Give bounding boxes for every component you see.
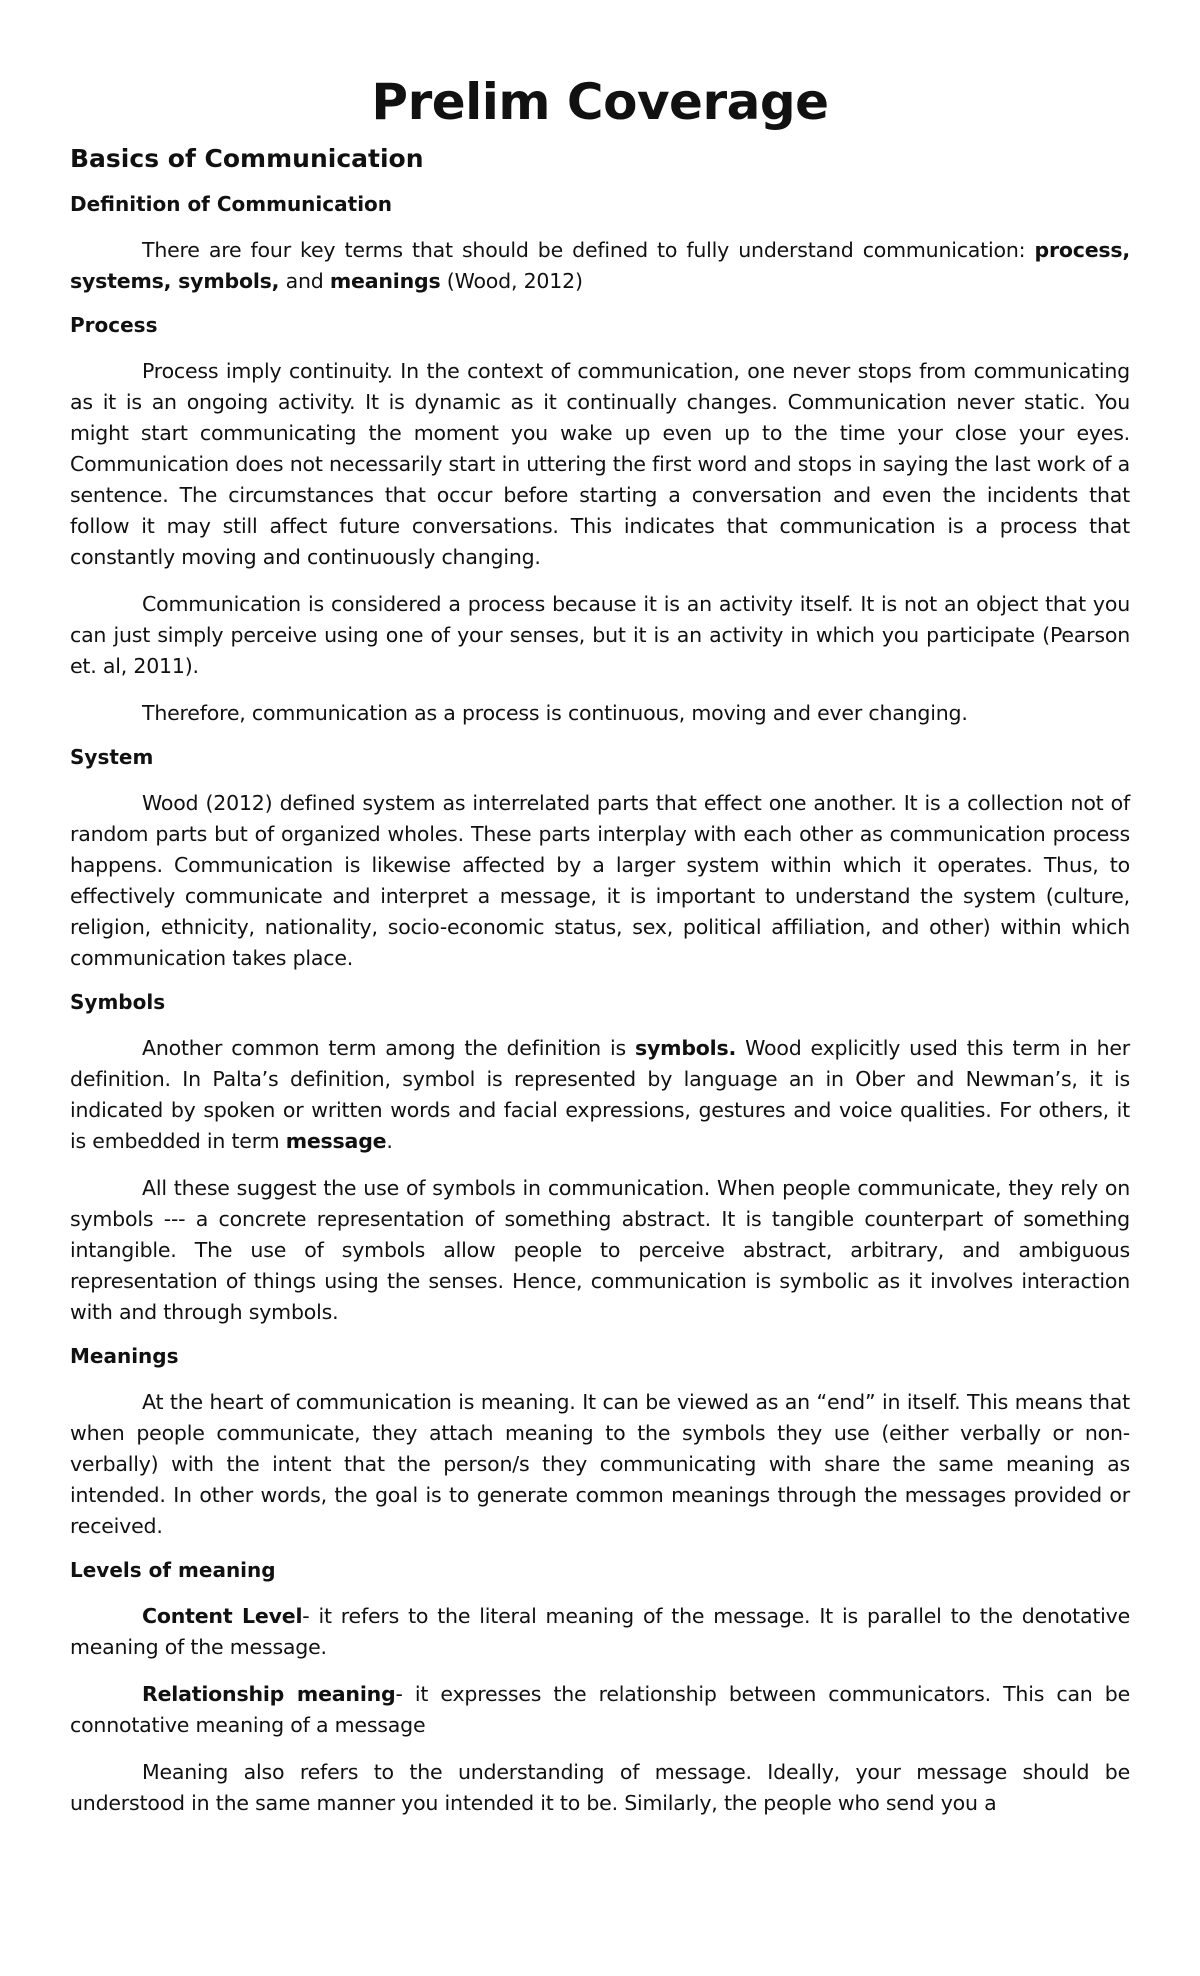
text: - it expresses the relationship between communicators. This can be connotative meaning of a message	[70, 1681, 1130, 1737]
paragraph-process-1: Process imply continuity. In the context of communication, one never stops from communicating as it is an ongoing activity. It is dynamic as it continually changes. Communication never static. You might start communicating the moment you wake up even up to the time your close your eyes. Communication does not necessarily start in uttering the first word and stops in saying the last work of a sentence. The circumstances that occur before starting a conversation and even the incidents that follow it may still affect future conversations. This indicates that communication is a process that constantly moving and continuously changing.	[70, 358, 1130, 569]
paragraph-process-2: Communication is considered a process because it is an activity itself. It is not an object that you can just simply perceive using one of your senses, but it is an activity in which you participate (Pearson et. al, 2011).	[70, 591, 1130, 678]
paragraph-system-1: Wood (2012) defined system as interrelated parts that effect one another. It is a collection not of random parts but of organized wholes. These parts interplay with each other as communication process happens. Communication is likewise affected by a larger system within which it operates. Thus, to effectively communicate and interpret a message, it is important to understand the system (culture, religion, ethnicity, nationality, socio-economic status, sex, political affiliation, and other) within which communication takes place.	[70, 790, 1130, 970]
text: (Wood, 2012)	[440, 268, 583, 293]
bold-terms: process, systems, symbols,	[70, 237, 1130, 293]
text: .	[386, 1128, 393, 1153]
paragraph-process-3: Therefore, communication as a process is continuous, moving and ever changing.	[142, 700, 968, 725]
document-title: Prelim Coverage	[371, 73, 829, 131]
heading-definition: Definition of Communication	[70, 191, 393, 216]
bold-relationship-meaning: Relationship meaning	[142, 1681, 396, 1706]
heading-symbols: Symbols	[70, 989, 166, 1014]
heading-levels-of-meaning: Levels of meaning	[70, 1557, 276, 1582]
heading-process: Process	[70, 312, 158, 337]
heading-meanings: Meanings	[70, 1343, 179, 1368]
paragraph-meaning-understanding: Meaning also refers to the understanding of message. Ideally, your message should be understood in the same manner you intended it to be. Similarly, the people who send you a	[70, 1759, 1130, 1815]
bold-message: message	[285, 1128, 387, 1153]
section-heading-basics: Basics of Communication	[70, 143, 424, 173]
paragraph-meanings-1: At the heart of communication is meaning. It can be viewed as an “end” in itself. This means that when people communicate, they attach meaning to the symbols they use (either verbally or non-verbally) with the intent that the person/s they communicating with share the same meaning as intended. In other words, the goal is to generate common meanings through the messages provided or received.	[70, 1389, 1130, 1538]
paragraph-symbols-2: All these suggest the use of symbols in communication. When people communicate, they rely on symbols --- a concrete representation of something abstract. It is tangible counterpart of something intangible. The use of symbols allow people to perceive abstract, arbitrary, and ambiguous representation of things using the senses. Hence, communication is symbolic as it involves interaction with and through symbols.	[70, 1175, 1130, 1324]
paragraph-definition	[70, 235, 1130, 297]
text: Wood explicitly used this term in her definition. In Palta’s definition, symbol is represented by language an in Ober and Newman’s, it is indicated by spoken or written words and facial expressions, gestures and voice qualities. For others, it is embedded in term	[70, 1035, 1130, 1153]
bold-symbols: symbols.	[635, 1035, 737, 1060]
paragraph-content-level	[70, 1601, 1130, 1663]
heading-system: System	[70, 744, 154, 769]
text: and	[279, 268, 330, 293]
text: - it refers to the literal meaning of the message. It is parallel to the denotative meaning of the message.	[70, 1603, 1130, 1659]
bold-content-level: Content Level	[142, 1603, 303, 1628]
bold-meanings: meanings	[329, 268, 441, 293]
paragraph-symbols-1	[70, 1033, 1130, 1157]
text: There are four key terms that should be defined to fully understand communication:	[142, 237, 1035, 262]
text: Another common term among the definition is	[142, 1035, 635, 1060]
paragraph-relationship-meaning	[70, 1679, 1130, 1741]
